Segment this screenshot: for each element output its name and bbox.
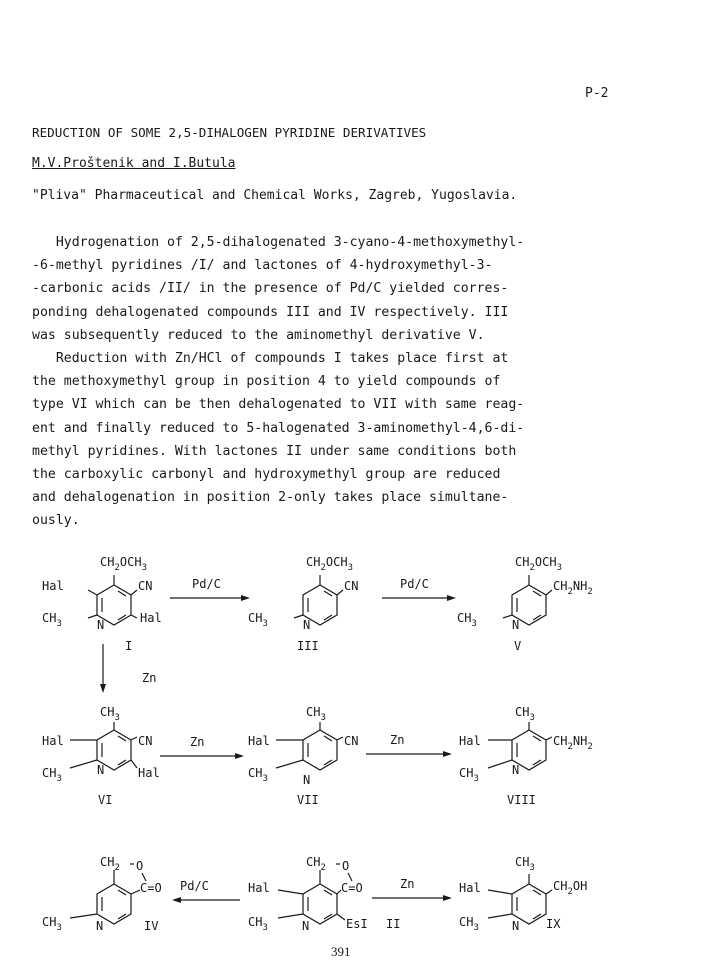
- hal-group: Hal: [42, 734, 64, 748]
- compound-label-IV: IV: [144, 919, 159, 933]
- abstract-line: -carbonic acids /II/ in the presence of Pd/C yielded corres-: [32, 281, 509, 297]
- compound-IX: [459, 855, 587, 933]
- compound-label-II: II: [386, 917, 401, 931]
- compound-II: [248, 855, 400, 933]
- hal-group: Hal: [248, 734, 270, 748]
- abstract-line: ously.: [32, 513, 80, 529]
- ring-nitrogen: N: [303, 618, 311, 632]
- lactone-oxygen: O: [342, 859, 350, 873]
- cn-group: CN: [344, 734, 359, 748]
- ch3-group: $CH_3$: [100, 705, 120, 723]
- ch3-group: $CH_3$: [459, 766, 479, 784]
- carbonyl-group: C=O: [341, 881, 363, 895]
- ch3-group: $CH_3$: [459, 915, 479, 933]
- ring-nitrogen: N: [97, 618, 105, 632]
- hal-group: Hal: [459, 881, 481, 895]
- abstract-line: was subsequently reduced to the aminomethyl derivative V.: [32, 327, 485, 343]
- abstract-line: methyl pyridines. With lactones II under same conditions both: [32, 443, 517, 459]
- ch2-lactone-group: $CH_2$: [306, 855, 326, 873]
- abstract-line: ent and finally reduced to 5-halogenated 3-aminomethyl-4,6-di-: [32, 420, 525, 436]
- ring-nitrogen: N: [512, 919, 520, 933]
- ch3-group: $CH_3$: [248, 611, 268, 629]
- ring-nitrogen: N: [303, 773, 311, 787]
- affiliation: "Pliva" Pharmaceutical and Chemical Works, Zagreb, Yugoslavia.: [32, 188, 518, 203]
- hal-group: Hal: [42, 579, 64, 593]
- reaction-scheme: [0, 540, 704, 976]
- compound-IV: [42, 855, 162, 933]
- reagent-zn: Zn: [400, 877, 415, 891]
- page-code: P-2: [585, 86, 609, 101]
- ring-nitrogen: N: [512, 763, 520, 777]
- ch3-group: $CH_3$: [306, 705, 326, 723]
- carbonyl-group: C=O: [140, 881, 162, 895]
- ch3-group: $CH_3$: [515, 855, 535, 873]
- hal-group: Hal: [248, 881, 270, 895]
- reagent-pd-c: Pd/C: [400, 577, 429, 591]
- ch3-group: $CH_3$: [248, 915, 268, 933]
- article-title: REDUCTION OF SOME 2,5-DIHALOGEN PYRIDINE DERIVATIVES: [32, 125, 427, 140]
- abstract-line: ponding dehalogenated compounds III and IV respectively. III: [32, 304, 509, 320]
- abstract-line: and dehalogenation in position 2-only takes place simultane-: [32, 490, 509, 506]
- compound-label-VII: VII: [297, 793, 319, 807]
- ch3-group: $CH_3$: [42, 915, 62, 933]
- abstract-line: Reduction with Zn/HCl of compounds I takes place first at: [32, 350, 509, 366]
- compound-label-III: III: [297, 639, 319, 653]
- compound-VI: [42, 705, 160, 807]
- ch3-group: $CH_3$: [515, 705, 535, 723]
- abstract-line: -6-methyl pyridines /I/ and lactones of 4-hydroxymethyl-3-: [32, 258, 493, 274]
- ch3-group: $CH_3$: [42, 766, 62, 784]
- hal-group: Hal: [140, 611, 162, 625]
- abstract-line: type VI which can be then dehalogenated to VII with same reag-: [32, 397, 525, 413]
- cn-group: CN: [344, 579, 359, 593]
- hal-group: Hal: [138, 766, 160, 780]
- abstract-line: the carboxylic carbonyl and hydroxymethyl group are reduced: [32, 466, 501, 482]
- compound-I: [42, 555, 162, 653]
- ring-nitrogen: N: [96, 919, 104, 933]
- compound-III: [248, 555, 358, 653]
- hal-group: Hal: [459, 734, 481, 748]
- ch3-group: $CH_3$: [457, 611, 477, 629]
- ch3-group: $CH_3$: [42, 611, 62, 629]
- ch2oh-group: $CH_2OH$: [553, 879, 588, 897]
- compound-label-V: V: [514, 639, 522, 653]
- ch2nh2-group: $CH_2NH_2$: [553, 579, 593, 597]
- compound-label-I: I: [125, 639, 133, 653]
- abstract-paragraph-1: [32, 231, 632, 532]
- abstract-line: the methoxymethyl group in position 4 to yield compounds of: [32, 374, 501, 390]
- hal-group: EsI: [346, 917, 368, 931]
- ch2och3-group: $CH_2OCH_3$: [515, 555, 562, 573]
- ring-nitrogen: N: [302, 919, 310, 933]
- compound-label-VI: VI: [98, 793, 113, 807]
- abstract-line: Hydrogenation of 2,5-dihalogenated 3-cyano-4-methoxymethyl-: [32, 235, 525, 250]
- ring-nitrogen: N: [97, 763, 105, 777]
- cn-group: CN: [138, 734, 153, 748]
- ring-nitrogen: N: [512, 618, 520, 632]
- lactone-oxygen: O: [136, 859, 144, 873]
- compound-VII: [248, 705, 358, 807]
- ch2och3-group: $CH_2OCH_3$: [100, 555, 147, 573]
- page-number: 391: [331, 944, 351, 959]
- reagent-pd-c: Pd/C: [192, 577, 221, 591]
- reagent-zn: Zn: [142, 671, 157, 685]
- compound-label-IX: IX: [546, 917, 561, 931]
- compound-V: [457, 555, 593, 653]
- reagent-zn: Zn: [390, 733, 405, 747]
- compound-VIII: [459, 705, 593, 807]
- compound-label-VIII: VIII: [507, 793, 536, 807]
- ch2och3-group: $CH_2OCH_3$: [306, 555, 353, 573]
- cn-group: CN: [138, 579, 153, 593]
- ch2-lactone-group: $CH_2$: [100, 855, 120, 873]
- reagent-zn: Zn: [190, 735, 205, 749]
- reagent-pd-c: Pd/C: [180, 879, 209, 893]
- authors: M.V.Proštenik and I.Butula: [32, 156, 236, 171]
- ch3-group: $CH_3$: [248, 766, 268, 784]
- ch2nh2-group: $CH_2NH_2$: [553, 734, 593, 752]
